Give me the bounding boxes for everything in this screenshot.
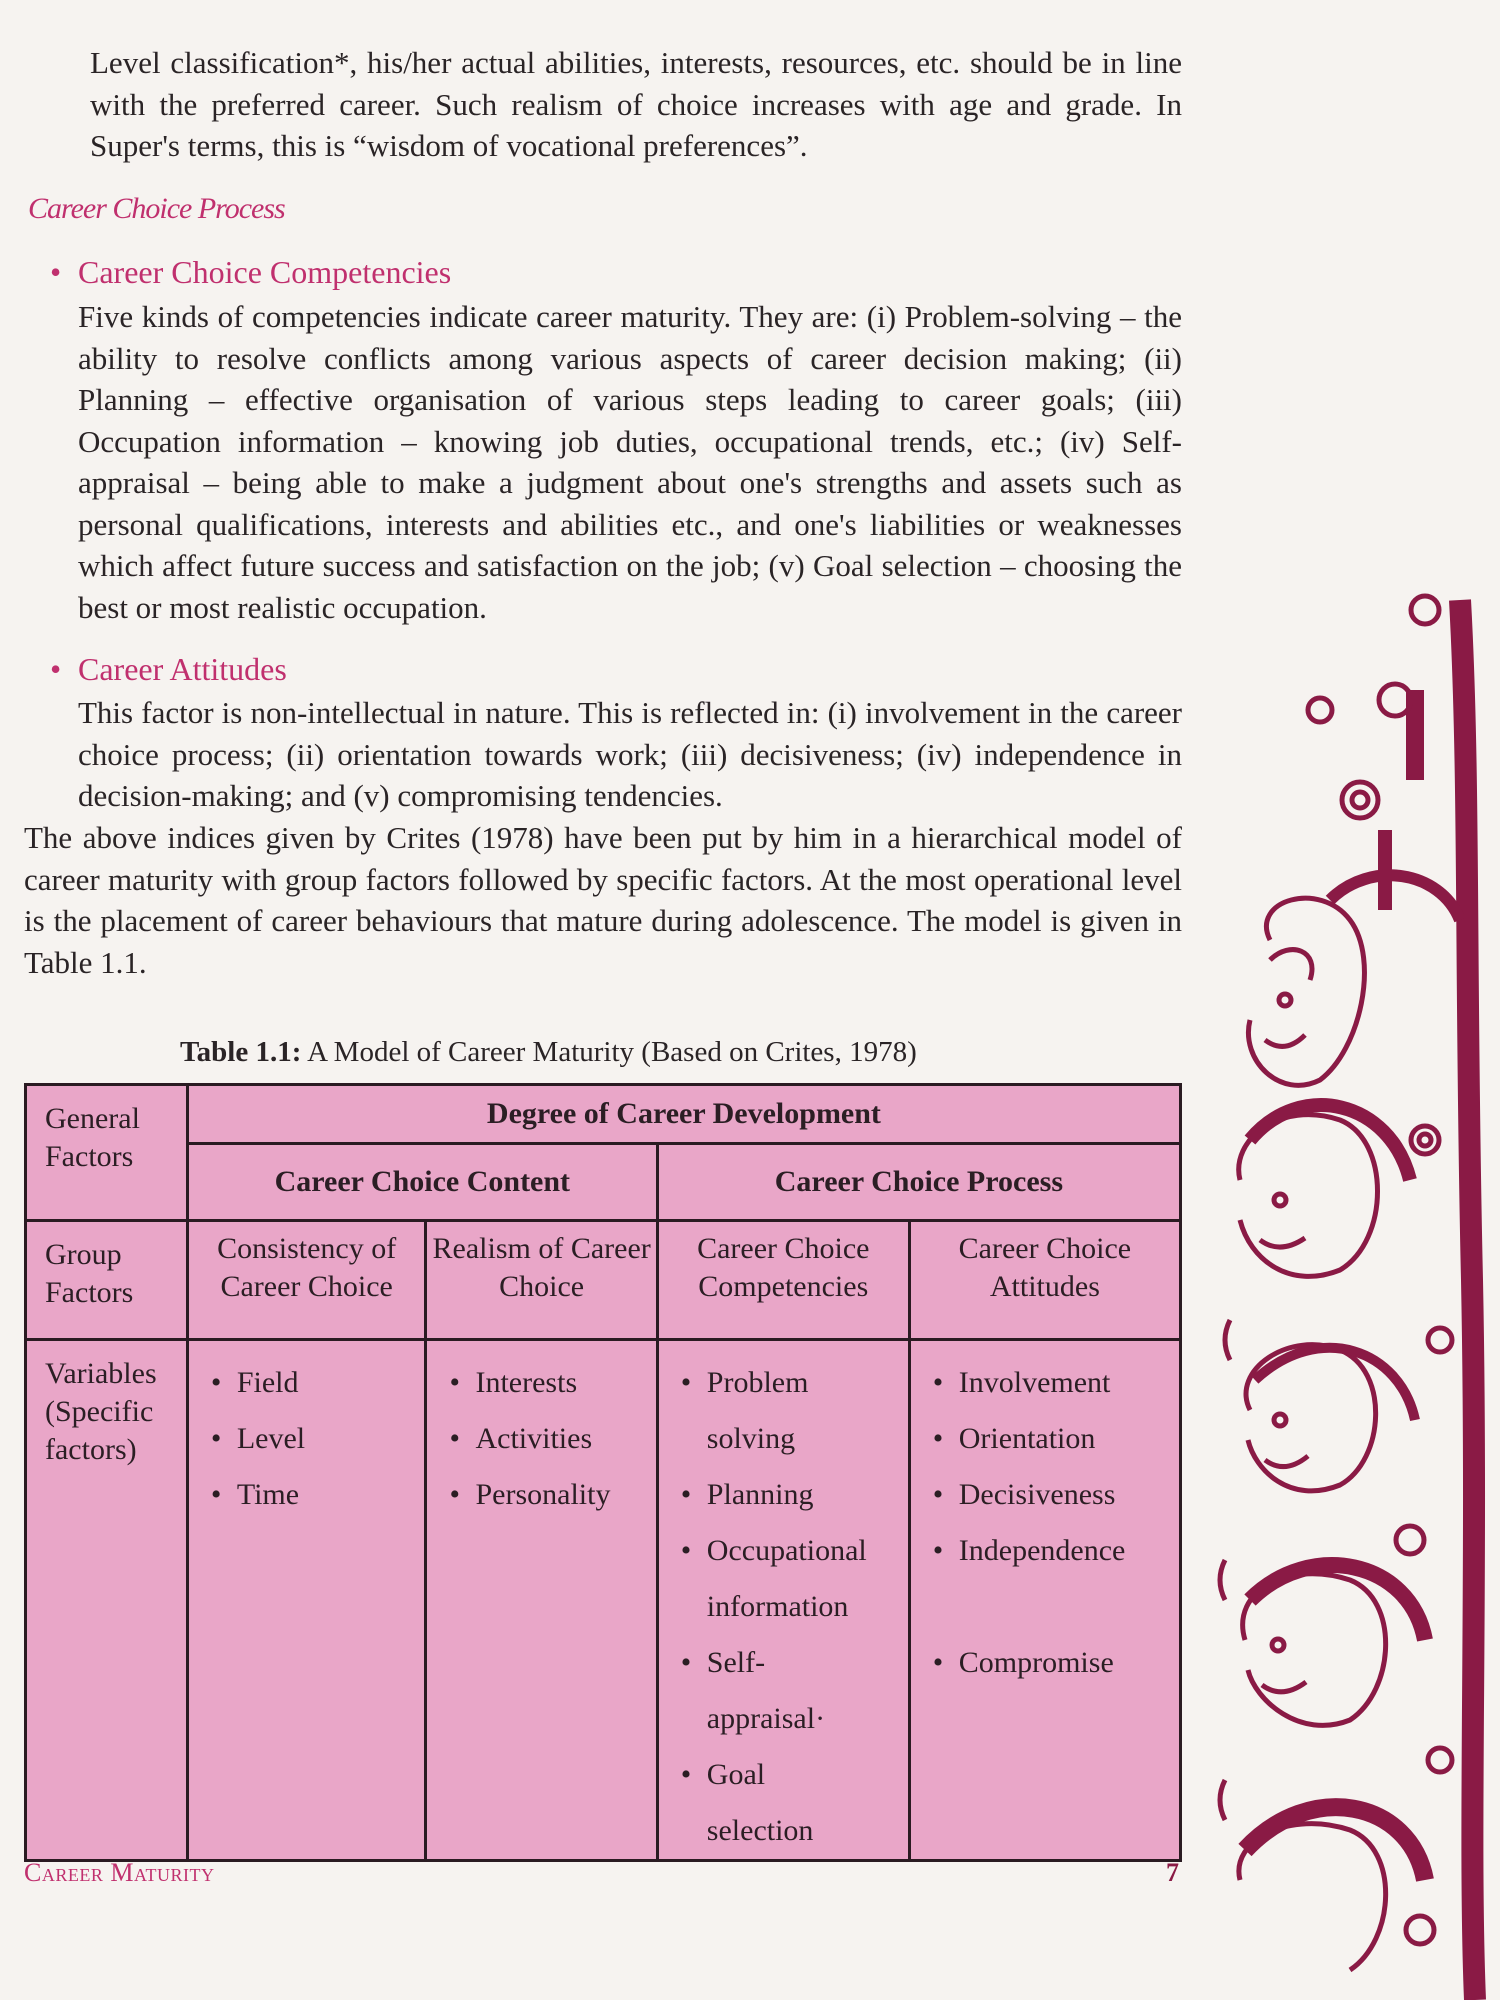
- bullet-attitudes-body: This factor is non-intellectual in nature. This is reflected in: (i) involvement in the career choice process; (ii) orientation towards work; (iii) decisiveness; (iv) independence in decision-making; and (v) compromising tendencies.: [78, 695, 1182, 813]
- content-header: Career Choice Content: [187, 1144, 657, 1221]
- list-item: • Planning: [681, 1467, 868, 1523]
- table-caption: [180, 1036, 1040, 1069]
- list-item: • Level: [211, 1411, 425, 1467]
- bullet-title-text: Career Choice Competencies: [78, 254, 452, 290]
- attitude-variables: [909, 1340, 1180, 1861]
- realism-variables: [426, 1340, 657, 1861]
- bullet-title-text: Career Attitudes: [78, 651, 287, 687]
- table-caption-text: A Model of Career Maturity (Based on Crites, 1978): [307, 1036, 917, 1068]
- list-item: • Time: [211, 1467, 425, 1523]
- process-header: Career Choice Process: [657, 1144, 1180, 1221]
- group-factor-competencies: Career Choice Competencies: [657, 1221, 909, 1340]
- table-caption-label: Table 1.1:: [180, 1036, 302, 1068]
- list-item: • Goal selection: [681, 1747, 868, 1859]
- list-item: • Self-appraisal·: [681, 1635, 868, 1747]
- bullet-competencies-body: Five kinds of competencies indicate career maturity. They are: (i) Problem-solving – the ability to resolve conflicts among various aspects of career decision making; (ii) Planning – effective organisation of various steps leading to career goals; (iii) Occupation information – knowing job duties, occupational trends, etc.; (iv) Self-appraisal – being able to make a judgment about one's strengths and assets such as personal qualifications, interests and abilities etc., and one's liabilities or weaknesses which affect future success and satisfaction on the job; (v) Goal selection – choosing the best or most realistic occupation.: [78, 299, 1182, 625]
- group-factor-attitudes: Career Choice Attitudes: [909, 1221, 1180, 1340]
- list-item: • Problem solving: [681, 1355, 868, 1467]
- list-item: • Decisiveness: [933, 1467, 1179, 1523]
- general-factors-label: General Factors: [26, 1085, 188, 1221]
- list-item: • Compromise: [933, 1635, 1179, 1691]
- children-doodle-illustration: [1210, 580, 1500, 2000]
- group-factor-consistency: Consistency of Career Choice: [187, 1221, 426, 1340]
- list-item: • Orientation: [933, 1411, 1179, 1467]
- list-item: • Activities: [449, 1411, 655, 1467]
- bullet-attitudes-title: [50, 651, 287, 688]
- list-item: • Involvement: [933, 1355, 1179, 1411]
- competency-variables: [657, 1340, 909, 1861]
- group-factors-label: Group Factors: [26, 1221, 188, 1340]
- running-title: Career Maturity: [24, 1858, 215, 1887]
- career-maturity-table: [24, 1083, 1182, 1862]
- page-number: 7: [1166, 1858, 1179, 1887]
- consistency-variables: [187, 1340, 426, 1861]
- closing-paragraph: The above indices given by Crites (1978) have been put by him in a hierarchical model of career maturity with group factors followed by specific factors. At the most operational level is the placement of career behaviours that mature during adolescence. The model is given in Table 1.1.: [24, 820, 1182, 980]
- variables-label: Variables (Specific factors): [26, 1340, 188, 1861]
- intro-paragraph: Level classification*, his/her actual abilities, interests, resources, etc. should be in line with the preferred career. Such realism of choice increases with age and grade. In Super's terms, this is “wisdom of vocational preferences”.: [90, 45, 1182, 163]
- list-item: • Field: [211, 1355, 425, 1411]
- bullet-competencies-title: [50, 254, 451, 291]
- section-heading: Career Choice Process: [28, 192, 285, 225]
- group-factor-realism: Realism of Career Choice: [426, 1221, 657, 1340]
- bullet-icon: •: [50, 254, 62, 290]
- bullet-icon: •: [50, 651, 62, 687]
- list-item: • Personality: [449, 1467, 655, 1523]
- degree-header: Degree of Career Development: [187, 1085, 1180, 1144]
- list-item: • Interests: [449, 1355, 655, 1411]
- list-item: • Occupational information: [681, 1523, 868, 1635]
- list-item: • Independence: [933, 1523, 1179, 1579]
